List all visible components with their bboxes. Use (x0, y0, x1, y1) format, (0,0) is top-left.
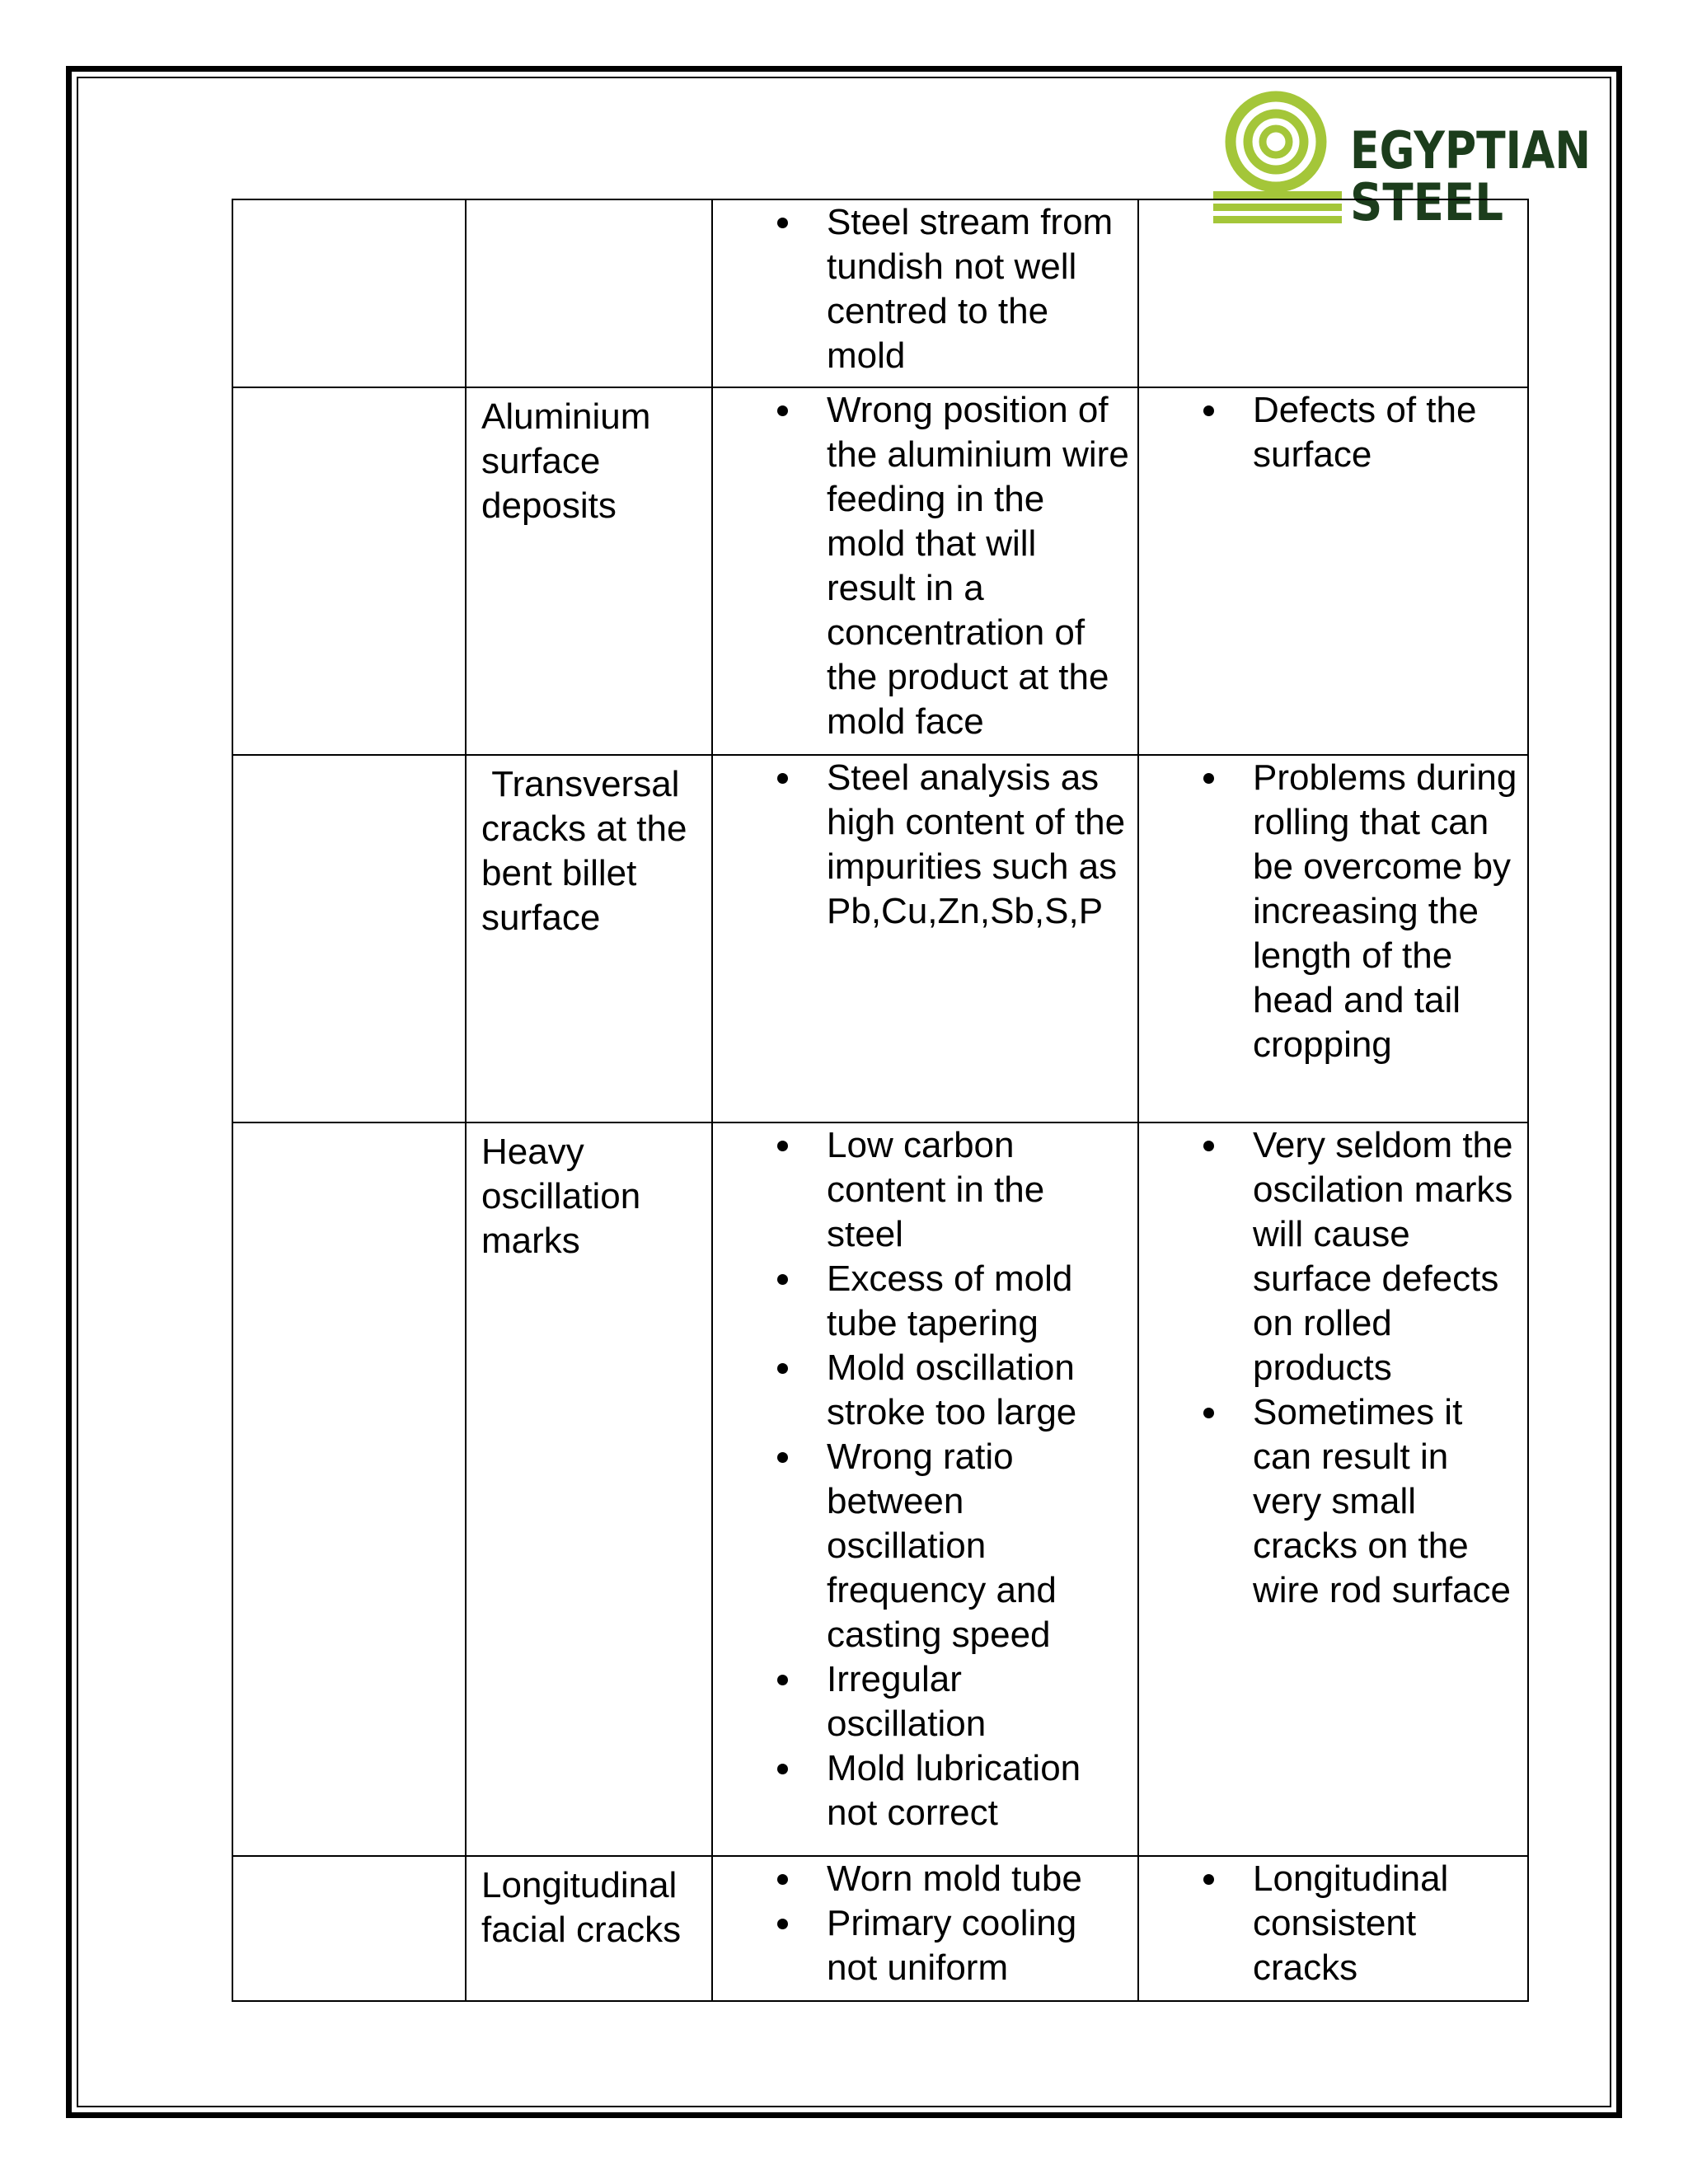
logo-text-line1: EGYPTIAN (1350, 120, 1591, 180)
causes-cell (712, 1122, 1138, 1856)
row-index-cell (232, 1856, 466, 2001)
table-row (232, 387, 1528, 755)
table-row (232, 1122, 1528, 1856)
consequences-list (1139, 388, 1527, 477)
cause-item: Irregular oscillation (713, 1657, 1129, 1746)
consequences-cell (1138, 387, 1528, 755)
defect-name: Aluminium surface deposits (481, 396, 651, 526)
defect-name-cell (466, 387, 712, 755)
row-index-cell (232, 199, 466, 387)
cause-item: Mold oscillation stroke too large (713, 1346, 1129, 1435)
causes-list (713, 200, 1137, 378)
cause-item: Steel analysis as high content of the impurities such as Pb,Cu,Zn,Sb,S,P (713, 756, 1129, 934)
causes-cell (712, 1856, 1138, 2001)
cause-item: Wrong position of the aluminium wire feeding in the mold that will result in a concentration of the product at the mold face (713, 388, 1129, 744)
consequence-item: Very seldom the oscilation marks will cause surface defects on rolled products (1139, 1123, 1519, 1390)
cause-item: Wrong ratio between oscillation frequency and casting speed (713, 1435, 1129, 1657)
cause-item: Primary cooling not uniform (713, 1901, 1129, 1990)
defects-table (232, 199, 1529, 2002)
logo-text-line2: STEEL (1350, 172, 1503, 232)
consequences-list (1139, 756, 1527, 1067)
consequences-cell (1138, 1122, 1528, 1856)
consequence-item: Problems during rolling that can be overcome by increasing the length of the head and tail cropping (1139, 756, 1519, 1067)
cause-item: Steel stream from tundish not well centred to the mold (713, 200, 1129, 378)
table-row (232, 1856, 1528, 2001)
consequences-list (1139, 1123, 1527, 1613)
table-row (232, 199, 1528, 387)
causes-cell (712, 387, 1138, 755)
defect-name-cell (466, 755, 712, 1122)
causes-list (713, 388, 1137, 744)
causes-list (713, 1123, 1137, 1835)
causes-cell (712, 199, 1138, 387)
row-index-cell (232, 387, 466, 755)
consequences-cell (1138, 199, 1528, 387)
cause-item: Excess of mold tube tapering (713, 1257, 1129, 1346)
defect-name-cell (466, 1122, 712, 1856)
consequences-cell (1138, 755, 1528, 1122)
cause-item: Low carbon content in the steel (713, 1123, 1129, 1257)
consequence-item: Defects of the surface (1139, 388, 1519, 477)
consequence-item: Sometimes it can result in very small cracks on the wire rod surface (1139, 1390, 1519, 1613)
defect-name: Heavy oscillation marks (481, 1132, 641, 1261)
cause-item: Mold lubrication not correct (713, 1746, 1129, 1835)
consequences-list (1139, 1857, 1527, 1990)
table-row (232, 755, 1528, 1122)
defect-name-cell (466, 199, 712, 387)
causes-list (713, 1857, 1137, 1990)
row-index-cell (232, 755, 466, 1122)
consequence-item: Longitudinal consistent cracks (1139, 1857, 1519, 1990)
defect-name-cell (466, 1856, 712, 2001)
causes-list (713, 756, 1137, 934)
defect-name: Transversal cracks at the bent billet surface (481, 764, 697, 938)
causes-cell (712, 755, 1138, 1122)
cause-item: Worn mold tube (713, 1857, 1129, 1901)
defect-name: Longitudinal facial cracks (481, 1865, 682, 1950)
row-index-cell (232, 1122, 466, 1856)
consequences-cell (1138, 1856, 1528, 2001)
